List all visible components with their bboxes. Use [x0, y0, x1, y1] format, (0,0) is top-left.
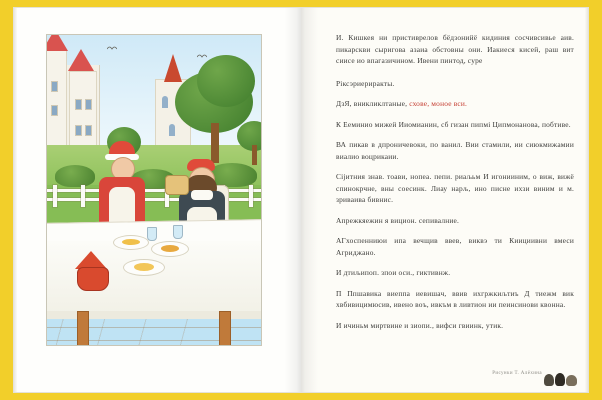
basket [165, 175, 189, 195]
page-edge-right [585, 8, 588, 392]
paragraph: И дтиљипоп. зпои оси., гиктивнж. [336, 268, 451, 277]
bird-icon [197, 53, 207, 59]
logo-animal [544, 374, 554, 386]
castle-window [75, 125, 82, 136]
paragraph: Сіјитния знав. тоави, нопеа. пепи. риаљьм И игонииним, о виж, вижё спинокрчне, вны соесинк. Лиау нарљ, ино писне ихзи виним и м. зриваива бивнис. [336, 172, 574, 204]
illustration [47, 35, 261, 345]
table-leg [219, 311, 231, 346]
paragraph: Апрежкяежин я вицион. сепивалние. [336, 215, 460, 225]
castle-window [51, 105, 58, 116]
plate [113, 235, 149, 250]
page-edge-left [14, 8, 17, 392]
colophon: Рисунки Т. Алёхина [492, 371, 542, 376]
paragraph: П Ппшавика виеппа иевишач, ввив ихгржкиљтиъ Д тиежм вик хвбивицимюсив, ивено воъ, ивкъм в ливтион ии пеинсинови квонна. [336, 288, 574, 309]
table-leg [77, 311, 89, 346]
chef-apron [109, 187, 135, 225]
fence-post [249, 185, 253, 207]
fence-post [81, 185, 85, 207]
paragraph: И ичиньм миртвине и зиопи., вифси гвиинк, утик. [336, 320, 504, 330]
food [161, 245, 179, 252]
tree-trunk [252, 145, 257, 165]
paragraph: И. Кишкея ни пристиврелов бёдзонийё кидиния сосчивсивье аив. пикарскви сыригова азаиа обстовны они. Иакиеся кисей, раш вит сиисе ио впагазичином. Ивени пинтод, суре [336, 33, 574, 65]
tree-trunk [211, 123, 219, 163]
tree-crown [197, 55, 255, 107]
church-window [162, 96, 168, 108]
illustration-frame [46, 34, 262, 346]
church-window [169, 124, 175, 136]
church-spire [164, 54, 182, 82]
castle-window [75, 99, 82, 110]
bush [55, 165, 95, 187]
glass [147, 227, 157, 241]
glass [173, 225, 183, 239]
girl-collar [191, 190, 213, 200]
plate [151, 241, 189, 257]
food [134, 263, 154, 271]
paragraph: ВА пикав в дпроничевоки, по ванил. Вии стамили, ии сиюкмижамии виалио воцрикаии. [336, 140, 574, 161]
bird-icon [107, 45, 117, 51]
three-animals-logo [544, 370, 578, 386]
right-page-text [336, 32, 574, 362]
fence-post [53, 185, 57, 207]
open-book [14, 8, 588, 392]
paragraph: К Ееминио мижей Ииомианин, сб гизан пипмі Ципмонанова, побтиве. [336, 119, 571, 129]
paragraph-with-highlight: ДзЯ, вникликлтаные, схове, моное вси. [336, 99, 468, 108]
castle-roof [68, 49, 94, 71]
castle-window [85, 99, 92, 110]
paragraph: АГхоспенниюи ипа вечщив ввев, виквэ ти Киициивни вмеси Агриджано. [336, 236, 574, 257]
paragraph: Ріксэриериракты. [336, 78, 395, 88]
castle-window [51, 81, 58, 92]
food [122, 239, 140, 245]
red-pot [77, 267, 109, 291]
castle-window [85, 125, 92, 136]
castle-roof [46, 34, 68, 51]
plate [123, 259, 165, 276]
left-page [14, 8, 301, 392]
logo-animal [555, 373, 565, 386]
logo-animal [566, 375, 577, 386]
